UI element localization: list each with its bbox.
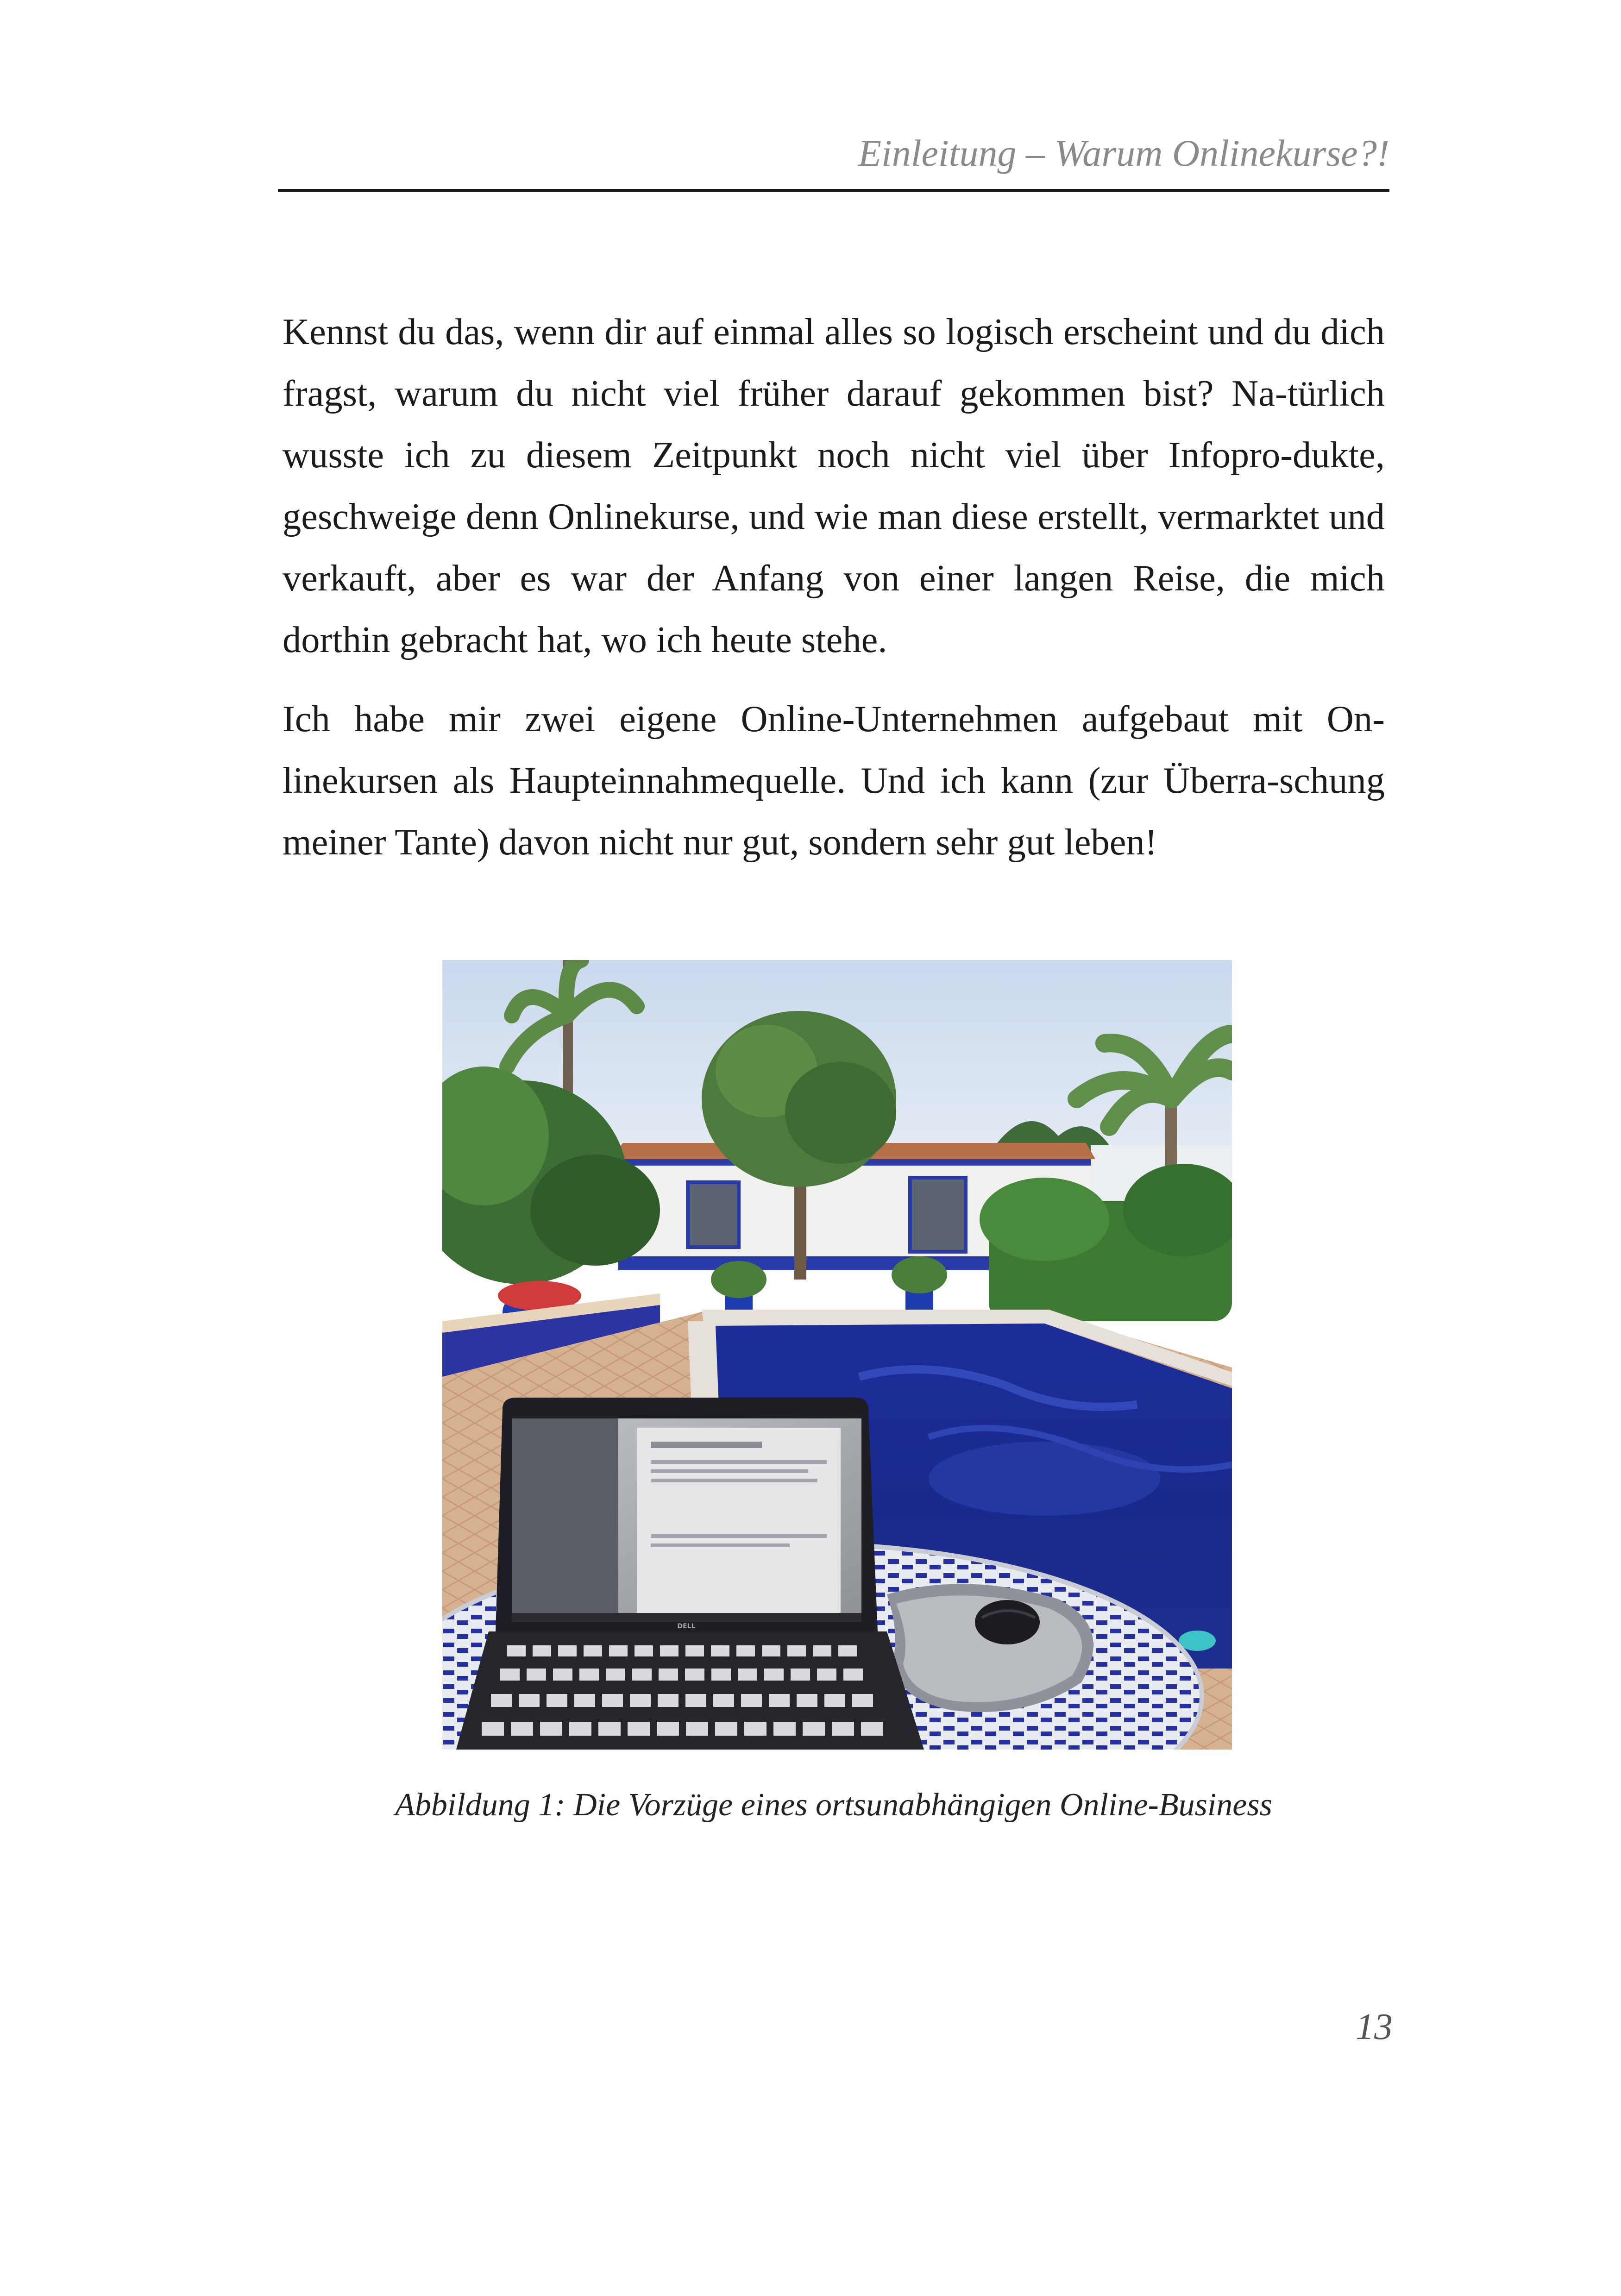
figure-caption: Abbildung 1: Die Vorzüge eines ortsunabhängigen Online-Business — [395, 1787, 1272, 1823]
running-header — [278, 132, 1389, 192]
paragraph-1: Kennst du das, wenn dir auf einmal alles so logisch erscheint und du dich fragst, warum du nicht viel früher darauf gekommen bist? Na-türlich wusste ich zu diesem Zeitpunkt noch nicht viel über Infopro-dukte, geschweige denn Onlinekurse, und wie man diese erstellt, vermarktet und verkauft, aber es war der Anfang von einer langen Reise, die mich dorthin gebracht hat, wo ich heute stehe. — [283, 311, 1385, 660]
page-number: 13 — [1356, 2007, 1393, 2047]
figure-pool-laptop-photo — [442, 960, 1232, 1750]
running-header-title: Einleitung – Warum Onlinekurse?! — [858, 132, 1389, 174]
laptop-brand-logo: DELL — [677, 1623, 696, 1630]
body-text — [283, 301, 1385, 891]
paragraph-2: Ich habe mir zwei eigene Online-Unternehmen aufgebaut mit On-linekursen als Haupteinnahmequelle. Und ich kann (zur Überra-schung meiner Tante) davon nicht nur gut, sondern sehr gut leben! — [283, 698, 1385, 863]
